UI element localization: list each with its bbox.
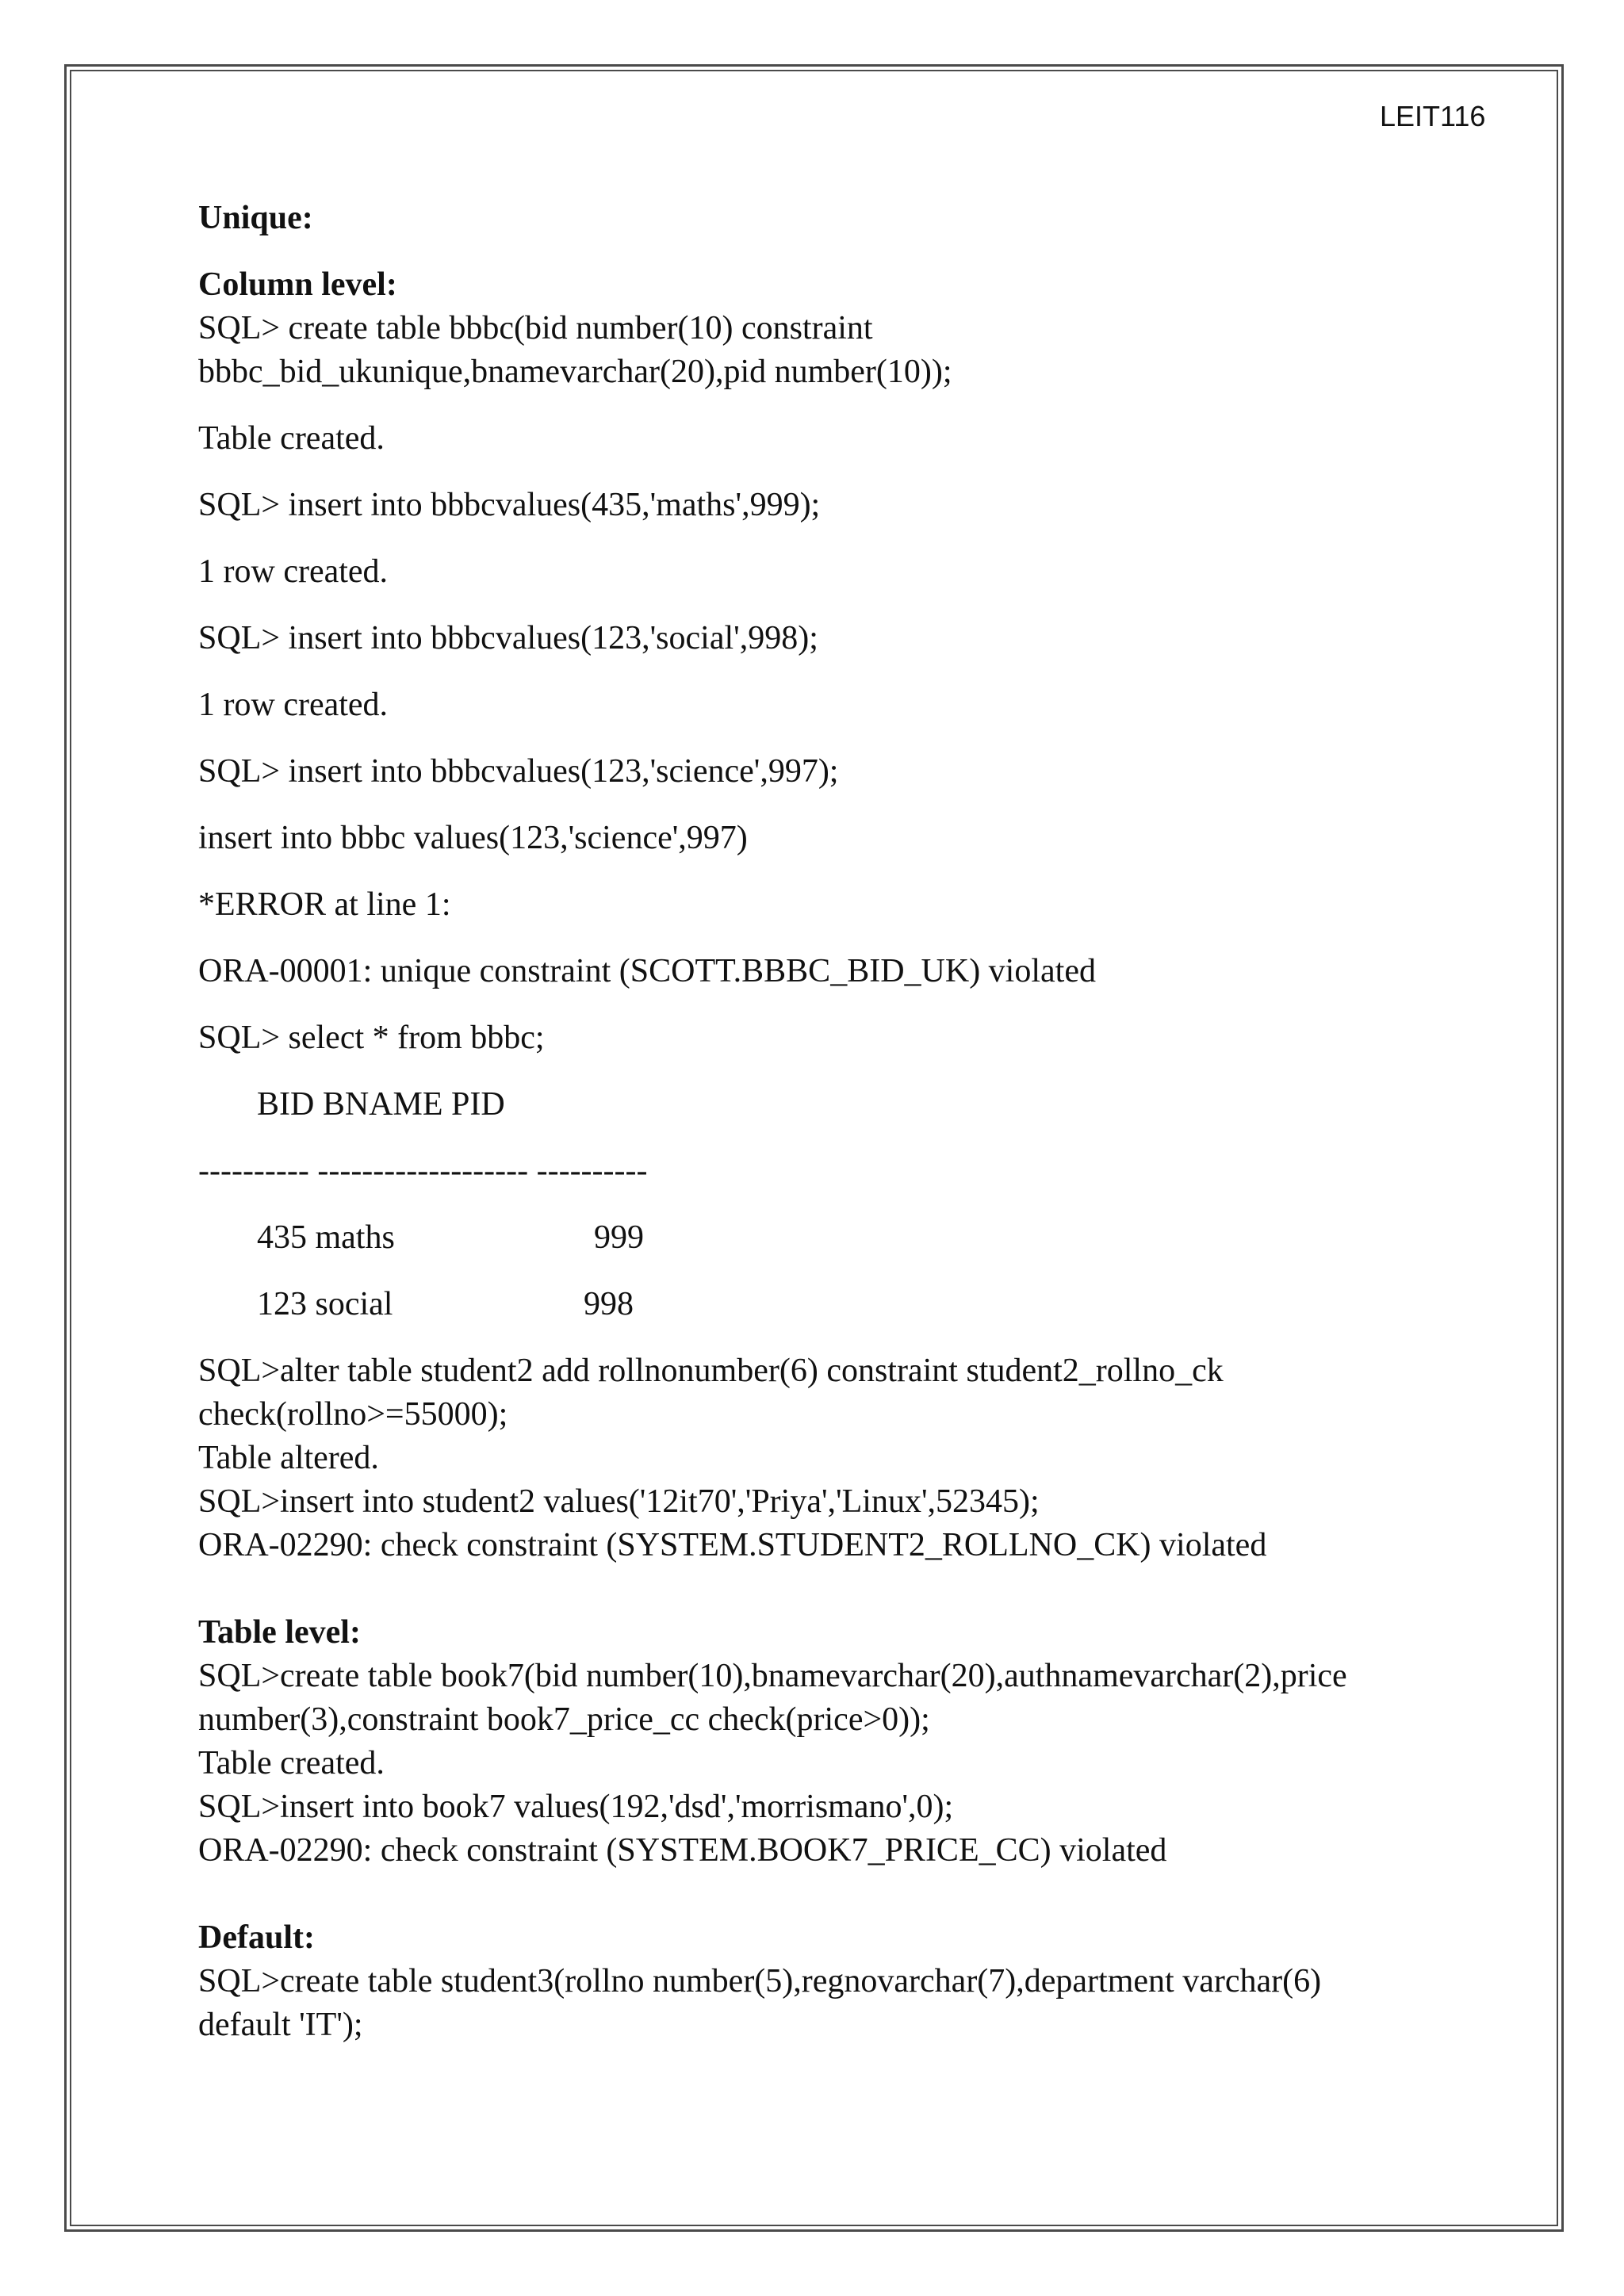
- insert-statement-2: SQL> insert into bbbcvalues(123,'social',998);: [198, 620, 818, 656]
- insert-statement-1: SQL> insert into bbbcvalues(435,'maths',999);: [198, 487, 821, 523]
- create-book7-line-1: SQL>create table book7(bid number(10),bnamevarchar(20),authnamevarchar(2),price: [198, 1658, 1347, 1694]
- insert-book7-statement: SQL>insert into book7 values(192,'dsd','morrismano',0);: [198, 1789, 954, 1825]
- select-statement: SQL> select * from bbbc;: [198, 1020, 545, 1056]
- alter-statement-line-2: check(rollno>=55000);: [198, 1396, 508, 1433]
- ora-check-error-book7: ORA-02290: check constraint (SYSTEM.BOOK7_PRICE_CC) violated: [198, 1832, 1167, 1869]
- result-row-right: 999: [594, 1219, 644, 1256]
- result-header-bid-bname: BID BNAME: [257, 1086, 443, 1123]
- document-body: [198, 197, 1435, 2047]
- result-row: [198, 1216, 1435, 1260]
- create-table-line-2: bbbc_bid_ukunique,bnamevarchar(20),pid number(10));: [198, 354, 952, 390]
- table-level-heading: Table level:: [198, 1614, 361, 1651]
- ora-check-error-student2: ORA-02290: check constraint (SYSTEM.STUDENT2_ROLLNO_CK) violated: [198, 1527, 1267, 1563]
- table-created-message: Table created.: [198, 420, 385, 457]
- table-altered-message: Table altered.: [198, 1440, 379, 1476]
- result-header-row: [198, 1083, 1435, 1127]
- alter-statement-line-1: SQL>alter table student2 add rollnonumber(6) constraint student2_rollno_ck: [198, 1353, 1224, 1389]
- result-row-right: 998: [584, 1286, 634, 1322]
- row-created-message-2: 1 row created.: [198, 687, 389, 723]
- create-student3-line-2: default 'IT');: [198, 2007, 363, 2043]
- create-book7-line-2: number(3),constraint book7_price_cc check(price>0));: [198, 1701, 930, 1738]
- column-level-heading: Column level:: [198, 266, 397, 303]
- row-created-message-1: 1 row created.: [198, 553, 389, 590]
- result-header-pid: PID: [451, 1086, 505, 1123]
- ora-unique-error: ORA-00001: unique constraint (SCOTT.BBBC_BID_UK) violated: [198, 953, 1096, 989]
- default-heading: Default:: [198, 1919, 315, 1956]
- error-line: *ERROR at line 1:: [198, 886, 451, 923]
- table-created-message-2: Table created.: [198, 1745, 385, 1781]
- insert-statement-3: SQL> insert into bbbcvalues(123,'science',997);: [198, 753, 839, 790]
- insert-student2-statement: SQL>insert into student2 values('12it70','Priya','Linux',52345);: [198, 1483, 1040, 1520]
- insert-echo-line: insert into bbbc values(123,'science',997): [198, 820, 748, 856]
- result-row-left: 123 social: [257, 1286, 393, 1322]
- result-row-left: 435 maths: [257, 1219, 395, 1256]
- result-row: [198, 1283, 1435, 1326]
- create-table-line-1: SQL> create table bbbc(bid number(10) constraint: [198, 310, 873, 346]
- result-divider: ---------- ------------------- ----------: [198, 1153, 648, 1189]
- page-header-code: LEIT116: [1380, 100, 1486, 132]
- unique-heading: Unique:: [198, 200, 313, 236]
- create-student3-line-1: SQL>create table student3(rollno number(5),regnovarchar(7),department varchar(6): [198, 1963, 1322, 1999]
